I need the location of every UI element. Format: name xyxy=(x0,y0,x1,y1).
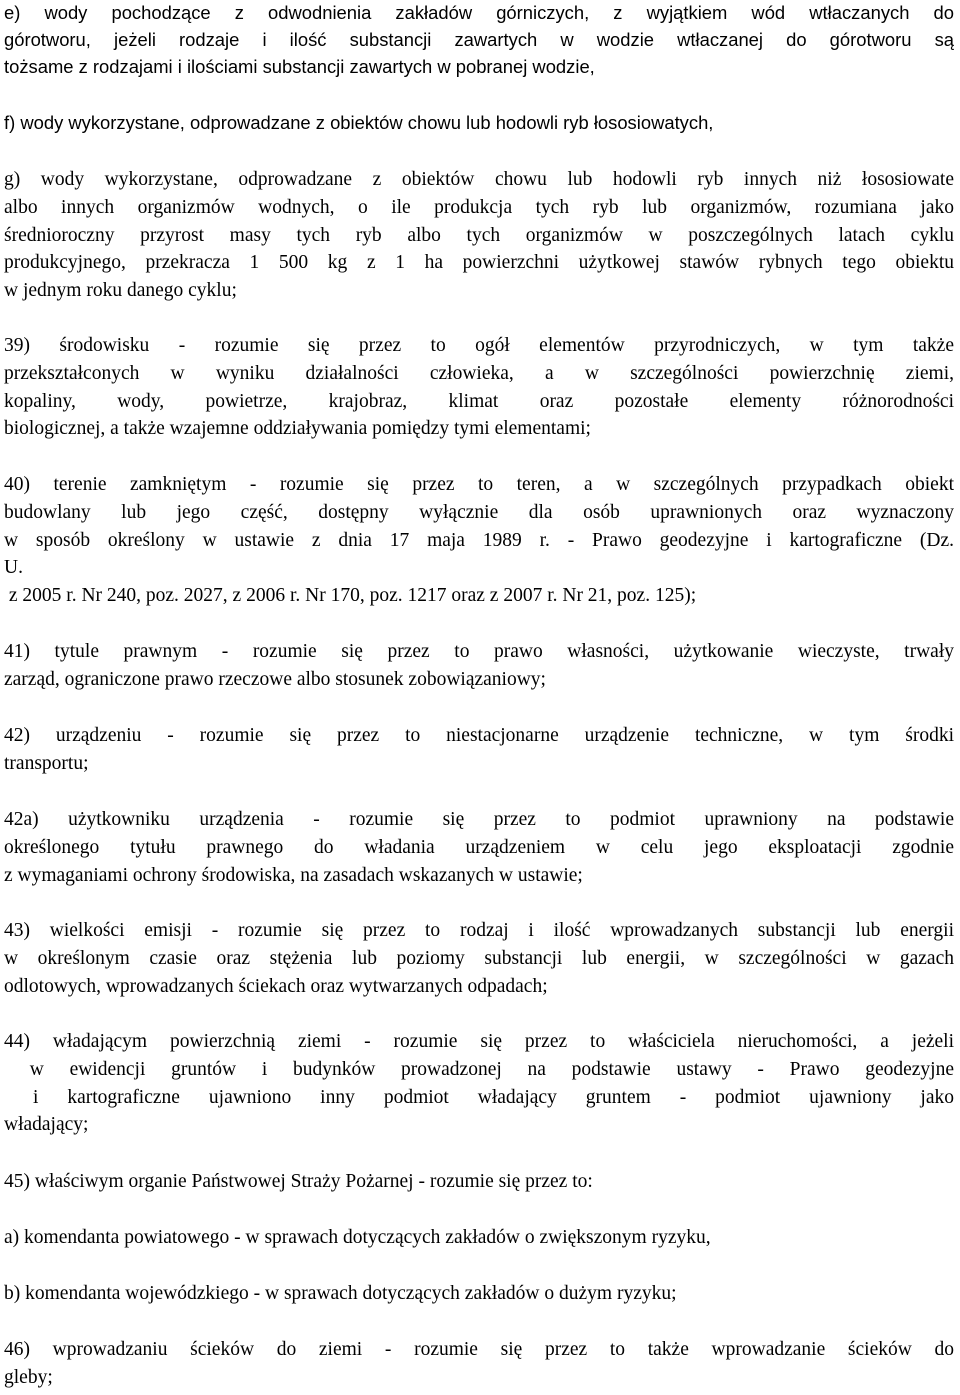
definition-42-device xyxy=(4,722,954,778)
text-line: tożsame z rodzajami i ilościami substancji zawartych w pobranej wodzie, xyxy=(4,55,595,77)
text-line: odlotowych, wprowadzanych ściekach oraz wytwarzanych odpadach; xyxy=(4,975,548,997)
text-line: w określonym czasie oraz stężenia lub poziomy substancji lub energii, w szczególności w gazach xyxy=(4,947,954,969)
text-line: 40) terenie zamkniętym - rozumie się przez to teren, a w szczególnych przypadkach obiekt xyxy=(4,474,954,495)
text-line: biologicznej, a także wzajemne oddziaływania pomiędzy tymi elementami; xyxy=(4,418,591,440)
text-line: a) komendanta powiatowego - w sprawach dotyczących zakładów o zwiększonym ryzyku, xyxy=(4,1227,711,1248)
definition-45b xyxy=(4,1280,954,1308)
definition-45a xyxy=(4,1224,954,1252)
text-line: zarząd, ograniczone prawo rzeczowe albo stosunek zobowiązaniowy; xyxy=(4,668,546,690)
text-line: 42) urządzeniu - rozumie się przez to niestacjonarne urządzenie techniczne, w tym środki xyxy=(4,725,954,746)
text-line: 39) środowisku - rozumie się przez to ogół elementów przyrodniczych, w tym także xyxy=(4,335,954,356)
text-line: e) wody pochodzące z odwodnienia zakładów górniczych, z wyjątkiem wód wtłaczanych do xyxy=(4,2,954,23)
definition-40-closed-area xyxy=(4,471,954,610)
text-line: w ewidencji gruntów i budynków prowadzonej na podstawie ustawy - Prawo geodezyjne xyxy=(4,1058,955,1080)
text-line: 41) tytule prawnym - rozumie się przez to prawo własności, użytkowanie wieczyste, trwały xyxy=(4,641,954,662)
text-line: 46) wprowadzaniu ścieków do ziemi - rozumie się przez to także wprowadzanie ścieków do xyxy=(4,1339,954,1360)
text-line: w sposób określony w ustawie z dnia 17 maja 1989 r. - Prawo geodezyjne i kartograficzne (Dz. xyxy=(4,529,954,551)
text-line: określonego tytułu prawnego do władania urządzeniem w celu jego eksploatacji zgodnie xyxy=(4,836,954,858)
text-line: 44) władającym powierzchnią ziemi - rozumie się przez to właściciela nieruchomości, a jeżeli xyxy=(4,1031,954,1052)
text-line: kopaliny, wody, powietrze, krajobraz, klimat oraz pozostałe elementy różnorodności xyxy=(4,390,954,412)
definition-42a-device-user xyxy=(4,806,954,889)
definition-45-fire-service-authority xyxy=(4,1168,954,1196)
text-line: g) wody wykorzystane, odprowadzane z obiektów chowu lub hodowli ryb innych niż łososiowate xyxy=(4,169,954,190)
text-line: gleby; xyxy=(4,1366,53,1388)
text-line: f) wody wykorzystane, odprowadzane z obiektów chowu lub hodowli ryb łososiowatych, xyxy=(4,112,714,133)
text-line: górotworu, jeżeli rodzaje i ilość substancji zawartych w wodzie wtłaczanej do górotworu są xyxy=(4,28,954,50)
text-line: 45) właściwym organie Państwowej Straży Pożarnej - rozumie się przez to: xyxy=(4,1171,593,1192)
text-line: albo innych organizmów wodnych, o ile produkcja tych ryb lub organizmów, rozumiana jako xyxy=(4,196,954,218)
definition-43-emission-size xyxy=(4,917,954,1000)
text-line: w jednym roku danego cyklu; xyxy=(4,280,237,302)
definition-39-environment xyxy=(4,332,954,443)
definition-item-e xyxy=(4,0,954,80)
text-line: b) komendanta wojewódzkiego - w sprawach dotyczących zakładów o dużym ryzyku; xyxy=(4,1283,677,1304)
text-line: 42a) użytkowniku urządzenia - rozumie się przez to podmiot uprawniony na podstawie xyxy=(4,809,954,830)
text-line: budowlany lub jego część, dostępny wyłącznie dla osób uprawnionych oraz wyznaczony xyxy=(4,501,954,523)
definition-item-f xyxy=(4,110,954,137)
text-line: władający; xyxy=(4,1114,89,1136)
text-line: średnioroczny przyrost masy tych ryb albo tych organizmów w poszczególnych latach cyklu xyxy=(4,224,954,246)
text-line: U. xyxy=(4,557,23,579)
text-line: z 2005 r. Nr 240, poz. 2027, z 2006 r. Nr 170, poz. 1217 oraz z 2007 r. Nr 21, poz. 125); xyxy=(4,585,697,607)
text-line: 43) wielkości emisji - rozumie się przez to rodzaj i ilość wprowadzanych substancji lub energii xyxy=(4,920,954,941)
definition-46-sewage-to-ground xyxy=(4,1336,954,1392)
text-line: przekształconych w wyniku działalności człowieka, a w szczególności powierzchnię ziemi, xyxy=(4,362,954,384)
definition-item-g xyxy=(4,166,954,305)
text-line: transportu; xyxy=(4,752,89,774)
text-line: z wymaganiami ochrony środowiska, na zasadach wskazanych w ustawie; xyxy=(4,864,583,886)
text-line: produkcyjnego, przekracza 1 500 kg z 1 ha powierzchni użytkowej stawów rybnych tego obiektu xyxy=(4,252,954,274)
text-line: i kartograficzne ujawniono inny podmiot władający gruntem - podmiot ujawniony jako xyxy=(4,1086,955,1108)
definition-41-legal-title xyxy=(4,638,954,694)
definition-44-land-owner xyxy=(4,1028,954,1139)
